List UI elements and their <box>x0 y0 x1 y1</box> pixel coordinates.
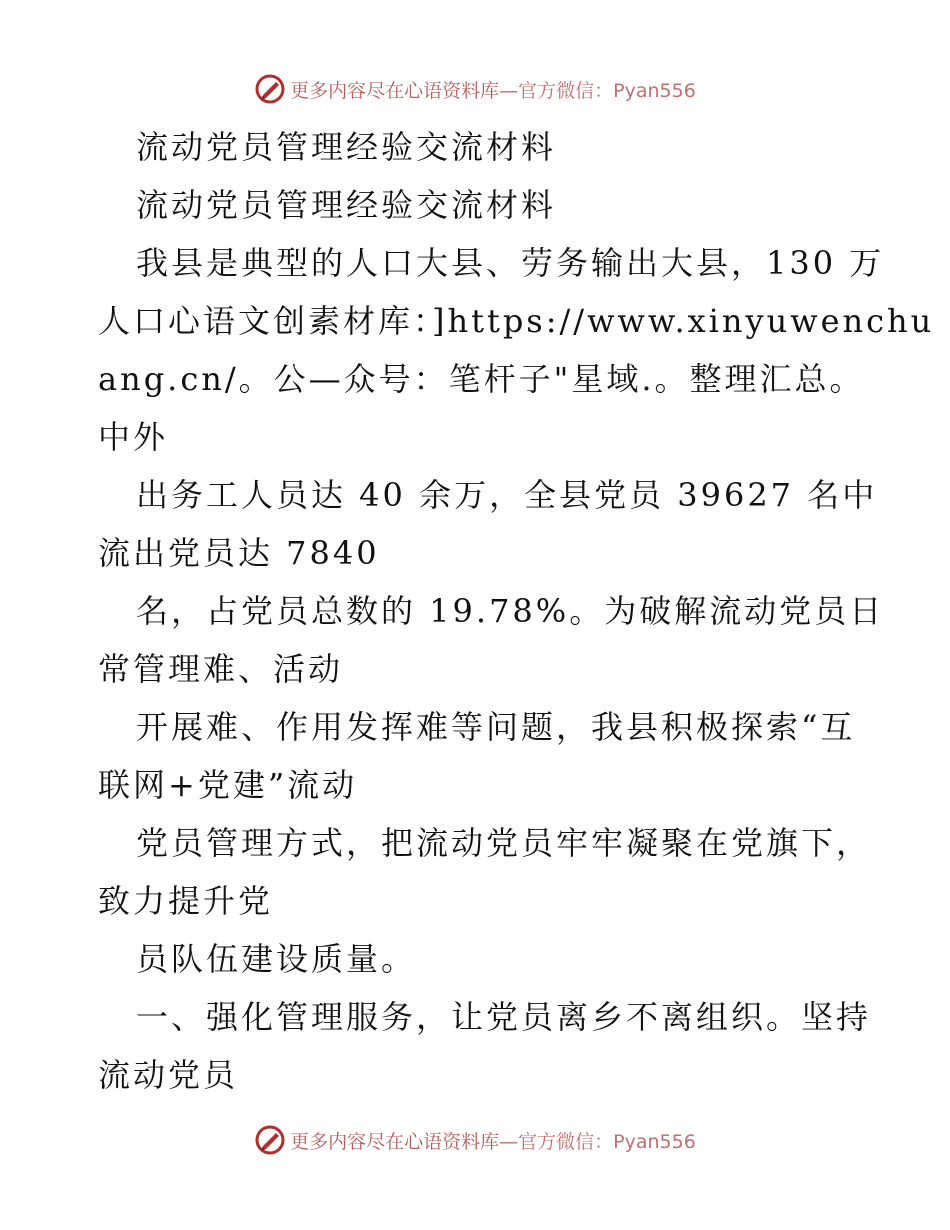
text-line: ang.cn/。公—众号：笔杆子"星域.。整理汇总。 <box>98 360 865 398</box>
text-line: 流动党员管理经验交流材料 <box>136 186 557 224</box>
watermark-site: 更多内容尽在心语资料库 <box>290 1130 500 1153</box>
document-body <box>98 118 935 1104</box>
text-line: 常管理难、活动 <box>98 650 344 688</box>
text-line: 党员管理方式，把流动党员牢牢凝聚在党旗下， <box>136 824 872 862</box>
text-line: 中外 <box>98 418 169 456</box>
text-line: 流动党员管理经验交流材料 <box>136 128 557 166</box>
text-line: 名，占党员总数的 19.78%。为破解流动党员日 <box>136 592 885 630</box>
watermark-text <box>290 1127 696 1154</box>
pen-logo-icon <box>254 1124 286 1156</box>
watermark-wechat: —官方微信：Pyan556 <box>499 1130 696 1153</box>
text-line: 致力提升党 <box>98 882 274 920</box>
footer-watermark <box>0 1123 950 1157</box>
text-line: 员队伍建设质量。 <box>136 940 417 978</box>
text-line: 流出党员达 7840 <box>98 534 380 572</box>
header-watermark <box>0 72 950 106</box>
text-line: 出务工人员达 40 余万，全县党员 39627 名中 <box>136 476 878 514</box>
text-line: 流动党员 <box>98 1056 239 1094</box>
watermark-wechat: —官方微信：Pyan556 <box>499 79 696 102</box>
text-line: 开展难、作用发挥难等问题，我县积极探索“互 <box>136 708 856 746</box>
text-line: 一、强化管理服务，让党员离乡不离组织。坚持 <box>136 998 872 1036</box>
pen-logo-icon <box>254 73 286 105</box>
watermark-text <box>290 76 696 103</box>
text-line: 联网+党建”流动 <box>98 766 358 804</box>
text-line: 人口心语文创素材库：]https://www.xinyuwenchu <box>98 302 935 340</box>
watermark-site: 更多内容尽在心语资料库 <box>290 79 500 102</box>
text-line: 我县是典型的人口大县、劳务输出大县，130 万 <box>136 244 885 282</box>
